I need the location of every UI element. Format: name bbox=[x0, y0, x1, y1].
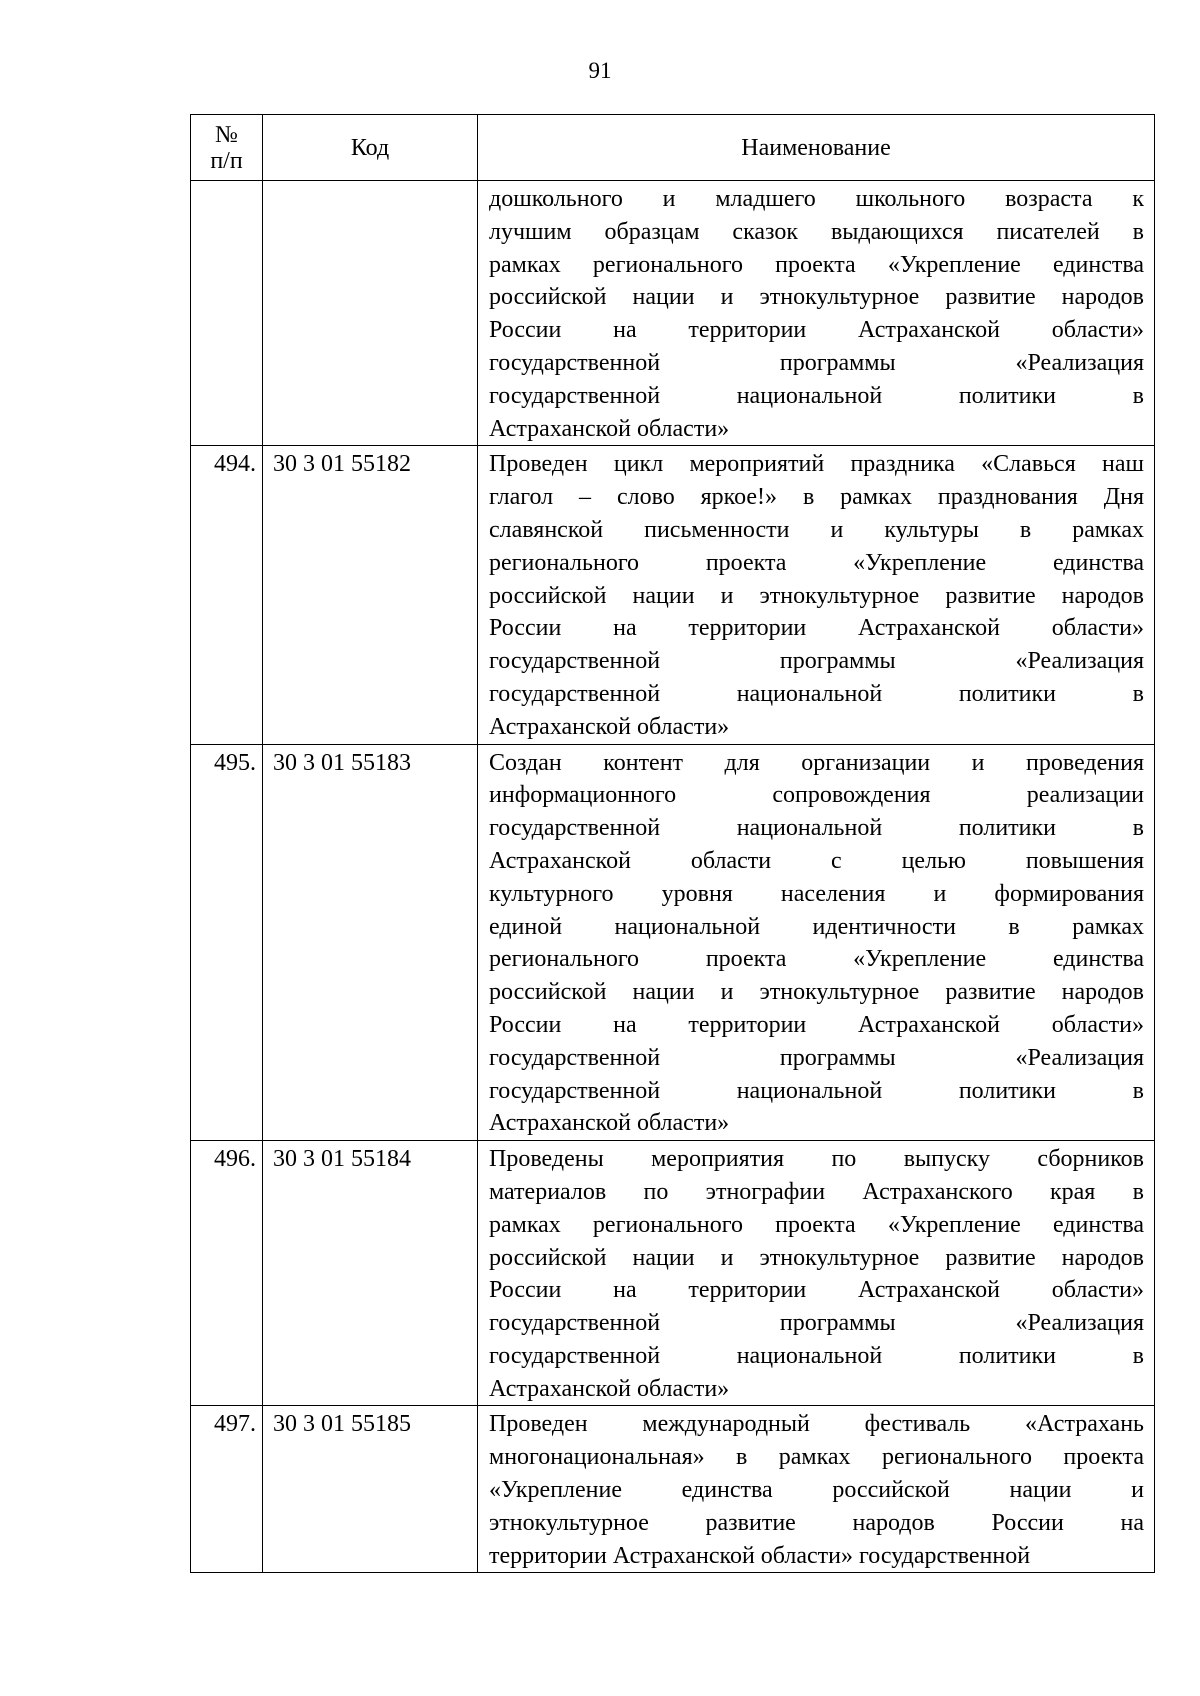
row-number: 497. bbox=[191, 1406, 263, 1573]
table-header-row bbox=[191, 115, 1155, 181]
row-name-line: государственной программы «Реализация bbox=[489, 1310, 1144, 1337]
row-number: 496. bbox=[191, 1141, 263, 1406]
row-name-line: единой национальной идентичности в рамках bbox=[489, 913, 1144, 940]
row-name bbox=[478, 1141, 1155, 1406]
row-name-line: регионального проекта «Укрепление единства bbox=[489, 549, 1144, 576]
row-name-line: российской нации и этнокультурное развитие народов bbox=[489, 284, 1144, 311]
row-name-line: Создан контент для организации и проведения bbox=[489, 749, 1144, 776]
header-num-part: № bbox=[215, 121, 238, 148]
header-code: Код bbox=[263, 115, 478, 181]
row-code: 30 3 01 55182 bbox=[263, 446, 478, 744]
row-name bbox=[478, 446, 1155, 744]
row-name bbox=[478, 744, 1155, 1141]
row-name-line: российской нации и этнокультурное развитие народов bbox=[489, 1244, 1144, 1271]
row-name-line: России на территории Астраханской области» bbox=[489, 1011, 1144, 1038]
table-row bbox=[191, 446, 1155, 744]
row-name-line: России на территории Астраханской области» bbox=[489, 1277, 1144, 1304]
row-name-line: регионального проекта «Укрепление единства bbox=[489, 946, 1144, 973]
row-name-line: этнокультурное развитие народов России на bbox=[489, 1509, 1144, 1536]
row-name bbox=[478, 1406, 1155, 1573]
row-name-line: государственной программы «Реализация bbox=[489, 648, 1144, 675]
row-name-line: рамках регионального проекта «Укрепление единства bbox=[489, 1211, 1144, 1238]
row-code bbox=[263, 181, 478, 446]
row-name-line: России на территории Астраханской области» bbox=[489, 615, 1144, 642]
row-name-line: Проведен цикл мероприятий праздника «Славься наш bbox=[489, 451, 1144, 478]
row-name-line: информационного сопровождения реализации bbox=[489, 782, 1144, 809]
row-name-line: глагол – слово яркое!» в рамках празднования Дня bbox=[489, 484, 1144, 511]
row-number: 495. bbox=[191, 744, 263, 1141]
row-code: 30 3 01 55185 bbox=[263, 1406, 478, 1573]
row-name-line: государственной национальной политики в bbox=[489, 815, 1144, 842]
row-name-line: многонациональная» в рамках регионального проекта bbox=[489, 1444, 1144, 1471]
row-name-line: славянской письменности и культуры в рамках bbox=[489, 516, 1144, 543]
row-name-line: Проведены мероприятия по выпуску сборников bbox=[489, 1146, 1144, 1173]
row-name bbox=[478, 181, 1155, 446]
row-number bbox=[191, 181, 263, 446]
row-name-line: государственной программы «Реализация bbox=[489, 1044, 1144, 1071]
row-name-line: российской нации и этнокультурное развитие народов bbox=[489, 582, 1144, 609]
row-code: 30 3 01 55184 bbox=[263, 1141, 478, 1406]
table-body bbox=[191, 181, 1155, 1573]
row-name-line: Астраханской области» bbox=[489, 713, 730, 740]
header-num bbox=[191, 115, 263, 181]
row-name-line: государственной программы «Реализация bbox=[489, 349, 1144, 376]
budget-code-table bbox=[190, 114, 1155, 1573]
row-code: 30 3 01 55183 bbox=[263, 744, 478, 1141]
table-row bbox=[191, 744, 1155, 1141]
page-number: 91 bbox=[588, 58, 612, 83]
row-name-line: культурного уровня населения и формирования bbox=[489, 880, 1144, 907]
table-row bbox=[191, 1141, 1155, 1406]
row-number: 494. bbox=[191, 446, 263, 744]
row-name-line: «Укрепление единства российской нации и bbox=[489, 1477, 1144, 1504]
header-name: Наименование bbox=[478, 115, 1155, 181]
row-name-line: территории Астраханской области» государственной bbox=[489, 1542, 1031, 1569]
row-name-line: государственной национальной политики в bbox=[489, 1342, 1144, 1369]
row-name-line: рамках регионального проекта «Укрепление единства bbox=[489, 251, 1144, 278]
row-name-line: Астраханской области» bbox=[489, 415, 730, 442]
row-name-line: Астраханской области» bbox=[489, 1110, 730, 1137]
table-row bbox=[191, 1406, 1155, 1573]
row-name-line: государственной национальной политики в bbox=[489, 382, 1144, 409]
row-name-line: государственной национальной политики в bbox=[489, 1077, 1144, 1104]
row-name-line: материалов по этнографии Астраханского края в bbox=[489, 1178, 1144, 1205]
header-num-part: п/п bbox=[210, 147, 243, 174]
row-name-line: российской нации и этнокультурное развитие народов bbox=[489, 979, 1144, 1006]
row-name-line: Проведен международный фестиваль «Астрахань bbox=[489, 1411, 1144, 1438]
row-name-line: лучшим образцам сказок выдающихся писателей в bbox=[489, 218, 1144, 245]
table-row bbox=[191, 181, 1155, 446]
row-name-line: Астраханской области с целью повышения bbox=[489, 847, 1144, 874]
row-name-line: дошкольного и младшего школьного возраста к bbox=[489, 186, 1144, 212]
row-name-line: России на территории Астраханской области» bbox=[489, 317, 1144, 344]
row-name-line: Астраханской области» bbox=[489, 1375, 730, 1402]
row-name-line: государственной национальной политики в bbox=[489, 680, 1144, 707]
